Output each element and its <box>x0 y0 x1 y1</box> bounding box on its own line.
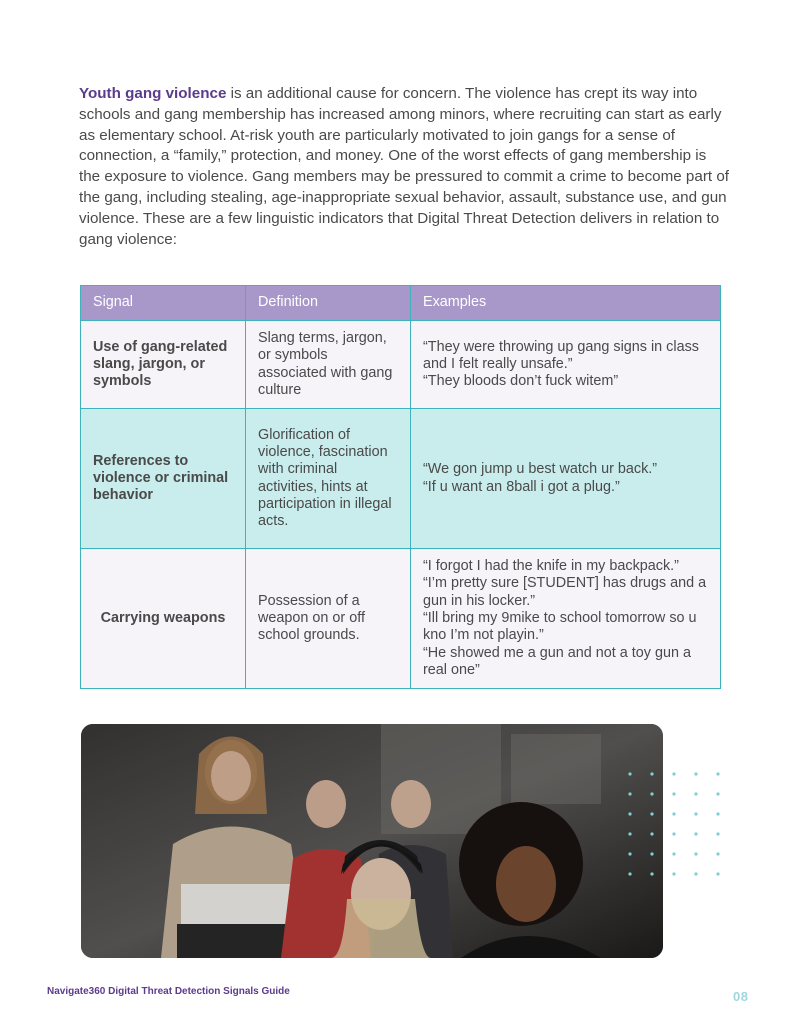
example-quote: “They were throwing up gang signs in class and I felt really unsafe.” <box>423 338 699 372</box>
table-row <box>81 321 721 409</box>
footer-title: Navigate360 Digital Threat Detection Signals Guide <box>47 986 290 997</box>
example-quote: “We gon jump u best watch ur back.” <box>423 461 658 478</box>
table-row <box>81 549 721 689</box>
signal-cell: References to violence or criminal behavior <box>81 409 246 549</box>
examples-cell <box>411 409 721 549</box>
examples-cell <box>411 549 721 689</box>
examples-cell <box>411 321 721 409</box>
decorative-dots <box>628 772 728 882</box>
table-header-row <box>81 286 721 321</box>
header-definition: Definition <box>246 286 411 321</box>
example-quote: “Ill bring my 9mike to school tomorrow so u kno I’m not playin.” <box>423 610 697 644</box>
intro-lead: Youth gang violence <box>79 85 227 102</box>
intro-text: is an additional cause for concern. The violence has crept its way into schools and gang membership has increased among minors, where recruiting can start as early as elementary school. At-risk youth are particularly motivated to join gangs for a sense of connection, a “family,” protection, and money. One of the worst effects of gang membership is the exposure to violence. Gang members may be pressured to commit a crime to become part of the gang, including stealing, age-inappropriate sexual behavior, assault, substance use, and gun violence. These are a few linguistic indicators that Digital Threat Detection delivers in relation to gang violence: <box>79 85 729 248</box>
signal-cell: Carrying weapons <box>81 549 246 689</box>
definition-cell: Slang terms, jargon, or symbols associated with gang culture <box>246 321 411 409</box>
example-quote: “He showed me a gun and not a toy gun a real one” <box>423 644 692 678</box>
example-quote: “They bloods don’t fuck witem” <box>423 373 619 390</box>
example-quote: “I forgot I had the knife in my backpack.” <box>423 558 679 575</box>
header-signal: Signal <box>81 286 246 321</box>
photo-illustration <box>81 724 663 958</box>
intro-paragraph <box>79 84 729 250</box>
group-of-youths-photo <box>81 724 663 958</box>
page-number: 08 <box>733 989 749 1004</box>
definition-cell: Glorification of violence, fascination with criminal activities, hints at participation in illegal acts. <box>246 409 411 549</box>
signal-cell: Use of gang-related slang, jargon, or symbols <box>81 321 246 409</box>
signals-table <box>80 285 721 689</box>
example-quote: “I’m pretty sure [STUDENT] has drugs and a gun in his locker.” <box>423 575 707 609</box>
definition-cell: Possession of a weapon on or off school grounds. <box>246 549 411 689</box>
header-examples: Examples <box>411 286 721 321</box>
table-row <box>81 409 721 549</box>
example-quote: “If u want an 8ball i got a plug.” <box>423 478 620 495</box>
